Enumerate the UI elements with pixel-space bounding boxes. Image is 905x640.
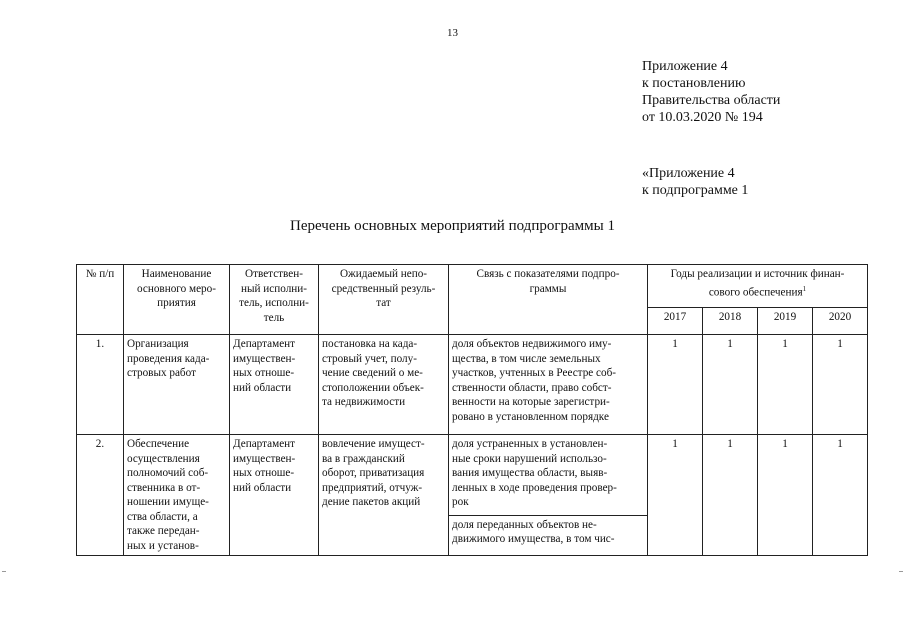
appendix-line: к постановлению [642, 76, 746, 91]
scan-mark [2, 571, 6, 572]
row-year-value: 1 [813, 435, 868, 556]
row-link: доля устраненных в установлен- ные сроки нарушений использо- вания имущества области, выяв- ленных в ходе проведения провер- рок [449, 435, 648, 516]
row-num: 1. [77, 335, 124, 435]
header-result: Ожидаемый непо- средственный резуль- тат [319, 265, 449, 335]
row-year-value: 1 [648, 335, 703, 435]
table-row [77, 435, 868, 516]
header-name: Наименование основного меро- приятия [124, 265, 230, 335]
row-year-value: 1 [703, 435, 758, 556]
appendix-line: Приложение 4 [642, 59, 728, 74]
appendix-header [642, 58, 780, 126]
row-result: постановка на када- стровый учет, полу- чение сведений о ме- стоположении объек- та недвижимости [319, 335, 449, 435]
row-year-value: 1 [703, 335, 758, 435]
header-link: Связь с показателями подпро- граммы [449, 265, 648, 335]
header-year: 2018 [703, 308, 758, 335]
row-year-value: 1 [813, 335, 868, 435]
row-year-value: 1 [758, 335, 813, 435]
header-year: 2019 [758, 308, 813, 335]
header-num: № п/п [77, 265, 124, 335]
row-num: 2. [77, 435, 124, 556]
row-year-value: 1 [758, 435, 813, 556]
row-responsible: Департамент имуществен- ных отноше- ний области [230, 435, 319, 556]
appendix-line: Правительства области [642, 93, 781, 108]
row-result: вовлечение имущест- ва в гражданский оборот, приватизация предприятий, отчуж- дение пакетов акций [319, 435, 449, 556]
row-name: Обеспечение осуществления полномочий соб- ственника в от- ношении имуще- ства области, а также передан- ных и установ- [124, 435, 230, 556]
appendix-line: «Приложение 4 [642, 166, 735, 181]
header-years-group: Годы реализации и источник финан- сового обеспечения$^1$ [648, 265, 868, 308]
header-year: 2017 [648, 308, 703, 335]
subprogram-appendix-header [642, 165, 748, 199]
appendix-line: от 10.03.2020 № 194 [642, 110, 763, 125]
row-year-value: 1 [648, 435, 703, 556]
measures-table [76, 264, 868, 556]
page-number: 13 [447, 27, 458, 39]
scan-mark [899, 571, 903, 572]
table-row [77, 335, 868, 435]
footnote-marker: 1 [802, 284, 807, 293]
document-title: Перечень основных мероприятий подпрограммы 1 [290, 218, 615, 234]
row-responsible: Департамент имуществен- ных отноше- ний области [230, 335, 319, 435]
row-link: доля объектов недвижимого иму- щества, в том числе земельных участков, учтенных в Реестре соб- ственности области, право собст- венности на которые зарегистри- ровано в установленном порядке [449, 335, 648, 435]
table-header-row [77, 265, 868, 308]
row-link: доля переданных объектов не- движимого имущества, в том чис- [449, 515, 648, 555]
appendix-line: к подпрограмме 1 [642, 183, 749, 198]
header-year: 2020 [813, 308, 868, 335]
row-name: Организация проведения када- стровых работ [124, 335, 230, 435]
header-responsible: Ответствен- ный исполни- тель, исполни- тель [230, 265, 319, 335]
